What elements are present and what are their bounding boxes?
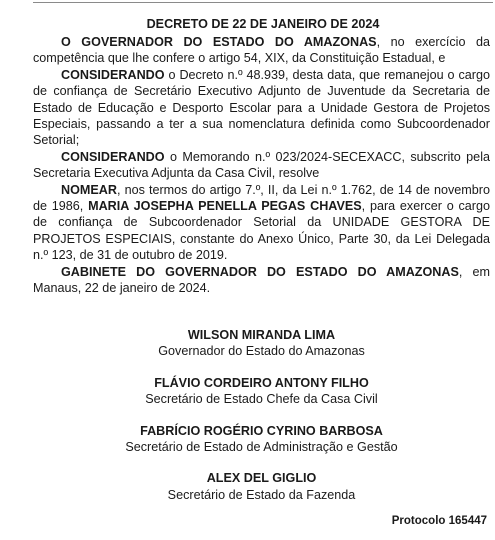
- paragraph-nomear: [33, 182, 490, 264]
- signature-governor: [33, 327, 490, 360]
- signatory-role: Secretário de Estado da Fazenda: [167, 487, 356, 502]
- considerando-2-text: o Memorando n.º 023/2024-SECEXACC, subscrito pela Secretaria Executiva Adjunta da Casa Civil, resolve: [33, 149, 490, 181]
- nomear-text-2: , para exercer o cargo de confiança de Subcoordenador Setorial da UNIDADE GESTORA DE PROJETOS ESPECIAIS, constante do Anexo Único, Parte 30, da Lei Delegada n.º 123, de 31 de outubro de 2019.: [33, 199, 490, 263]
- paragraph-considerando-2: [33, 149, 490, 182]
- signature-casa-civil: [33, 375, 490, 408]
- signatory-role: Governador do Estado do Amazonas: [158, 344, 365, 359]
- nomear-label: NOMEAR: [61, 182, 117, 197]
- considerando-1-text: o Decreto n.º 48.939, desta data, que remanejou o cargo de confiança de Secretário Executivo Adjunto de Juventude da Secretaria de Estado de Educação e Desporto Escolar para a Unidade Gestora de Projetos Especiais, passando a ter a sua nomenclatura definida como Subcoordenador Setorial;: [33, 67, 490, 148]
- signatory-role: Secretário de Estado de Administração e Gestão: [125, 440, 398, 455]
- preamble-text: , no exercício da competência que lhe confere o artigo 54, XIX, da Constituição Estadual, e: [33, 35, 490, 66]
- gabinete-heading: GABINETE DO GOVERNADOR DO ESTADO DO AMAZONAS: [61, 264, 459, 279]
- signatory-role: Secretário de Estado Chefe da Casa Civil: [145, 392, 378, 407]
- governor-heading: O GOVERNADOR DO ESTADO DO AMAZONAS: [61, 35, 377, 49]
- appointee-name: MARIA JOSEPHA PENELLA PEGAS CHAVES: [88, 199, 362, 214]
- gabinete-text: , em Manaus, 22 de janeiro de 2024.: [33, 264, 490, 296]
- top-divider: [33, 2, 493, 3]
- protocol-number: Protocolo 165447: [391, 515, 487, 527]
- paragraph-gabinete: [33, 264, 490, 297]
- signatory-name: FLÁVIO CORDEIRO ANTONY FILHO: [154, 375, 369, 390]
- signatory-name: ALEX DEL GIGLIO: [206, 471, 317, 486]
- decree-title: DECRETO DE 22 DE JANEIRO DE 2024: [146, 17, 380, 31]
- paragraph-preamble: [33, 34, 490, 67]
- decree-body: [33, 34, 490, 297]
- signature-block: [33, 327, 490, 518]
- signature-fazenda: [33, 470, 490, 503]
- considerando-label: CONSIDERANDO: [61, 149, 165, 164]
- considerando-label: CONSIDERANDO: [61, 67, 165, 82]
- nomear-text-1: , nos termos do artigo 7.º, II, da Lei n.º 1.762, de 14 de novembro de 1986,: [33, 182, 490, 214]
- signatory-name: WILSON MIRANDA LIMA: [187, 328, 336, 342]
- signatory-name: FABRÍCIO ROGÉRIO CYRINO BARBOSA: [140, 423, 383, 438]
- signature-administracao: [33, 423, 490, 456]
- paragraph-considerando-1: [33, 67, 490, 149]
